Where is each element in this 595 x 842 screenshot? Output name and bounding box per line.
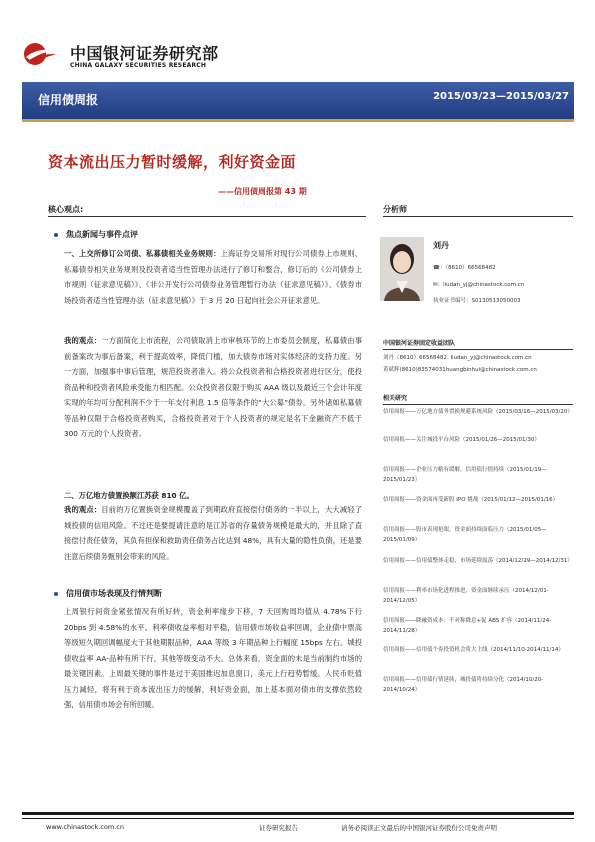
section-heading: 焦点新闻与事件点评 bbox=[66, 230, 138, 239]
paragraph bbox=[64, 246, 362, 308]
paragraph-lead: 二、万亿地方债置换额江苏获 810 亿。 bbox=[64, 491, 194, 500]
footer-center: 证券研究报告 bbox=[259, 824, 298, 832]
report-type: 信用债周报 bbox=[38, 93, 99, 107]
header-banner bbox=[22, 82, 574, 122]
related-item[interactable]: 信用周报——降融资成本：不对称降息+促 ABS 扩容（2014/11/24-2014/11/28） bbox=[383, 618, 552, 634]
related-item[interactable]: 信用周报——信用债个券投资机会将大主线（2014/11/10-2014/11/14） bbox=[383, 647, 564, 653]
paragraph-text: 一方面简化上市流程，公司债取消上市审核环节的上市委员会制度，私募债由事前备案改为事后备案，利于提高效率，降低门槛，加大债券市场对实体经济的支持力度。另一方面，加强事中事后管理，规范投资者准入。将公众投资者和合格投资者进行区分，使投资品种和投资者风险承受能力相匹配。公众投资者仅限于购买 AAA 级以及最近三个会计年度实现的年均可分配利润不少于一年支付利息 1.5 倍等条件的“大公募”债券。另外诸如私募债等品种仅限于合格投资者购买，合格投资者对于个人投资者的规定是名下金融资产不低于 300 万元的个人投资者。 bbox=[64, 336, 363, 438]
related-item[interactable]: 信用周报——信用债整体走稳，市场延续震荡（2014/12/29—2014/12/31） bbox=[383, 558, 573, 564]
divider bbox=[48, 216, 366, 217]
divider bbox=[383, 404, 573, 405]
paragraph-text: 上周银行间资金紧张情况有所好转，资金利率缘步下移，7 天回购周均值从 4.78%下行 20bps 到 4.58%的水平。利率债收益率相对平稳，信用债市场收益率回调，企业债中票高等级短久期回调幅度大于其他期限品种，AAA 等级 3 年期品种上行幅度 15bps 左右。城投债收益率 AA-品种有所下行，其他等级变动不大。总体来看，资金面的未是当前制约市场的最关键因素。上周最关键的事件是过于美国推迟加息窗口，美元上行趋势暂缓。人民币贬值压力减轻，将有利于资本流出压力的缓解，利好资金面，加上基本面对债市的支撑依然较强，信用债市场会有所回暖。 bbox=[64, 607, 362, 709]
footer-disclaimer: 请务必阅读正文最后的中国银河证券股份公司免责声明 bbox=[341, 824, 497, 832]
related-item[interactable]: 信用周报——万亿地方债务置换规避系统风险（2015/03/16—2015/03/20） bbox=[383, 409, 573, 415]
footer-rule bbox=[22, 818, 574, 819]
bullet-icon bbox=[54, 592, 58, 596]
related-title: 相关研究 bbox=[383, 395, 408, 402]
paragraph-lead: 我的观点： bbox=[64, 336, 102, 345]
team-member: 黄斌辉(8610)83574031huangbinhui@chinastock.com.cn bbox=[383, 367, 537, 373]
brand-name-cn: 中国银河证券研究部 bbox=[70, 44, 219, 63]
analyst-photo bbox=[380, 237, 424, 301]
paragraph-text: 目前的万亿置换资金规模覆盖了到期政府直接偿付债务的一半以上，大大减轻了城投债的信用风险。不过还是要提请注意的是江苏省的存量债务规模是最大的，并且除了直接偿付责任债务，其负有担保和救助责任债务占比达到 48%，具有大量的隐性负债，还是要注意后续债务甄别会带来的风险。 bbox=[64, 505, 363, 561]
divider bbox=[383, 349, 573, 350]
related-item[interactable]: 信用周报——企业压力略有缓解，信用债行情持续（2015/01/19—2015/01/23） bbox=[383, 467, 547, 483]
paragraph-lead: 一、上交所修订公司债、私募债相关业务规则： bbox=[64, 249, 221, 258]
paragraph-lead: 我的观点： bbox=[64, 505, 102, 514]
related-item[interactable]: 信用周报——信用债行情延续，城投债将持续分化（2014/10/20-2014/10/24） bbox=[383, 677, 544, 693]
brand-name-en: CHINA GALAXY SECURITIES RESEARCH bbox=[70, 62, 207, 69]
core-view-label: 核心观点: bbox=[48, 205, 84, 214]
divider bbox=[383, 216, 573, 217]
paragraph bbox=[64, 604, 362, 713]
paragraph bbox=[64, 333, 362, 442]
analyst-label: 分析师 bbox=[383, 205, 407, 214]
related-item[interactable]: 信用周报——关注城投平台风险（2015/01/26—2015/01/30） bbox=[383, 437, 540, 443]
analyst-email-row bbox=[433, 280, 524, 288]
bullet-icon bbox=[54, 233, 58, 237]
related-item[interactable]: 信用周报——利率市场化进程推进，资金面继续承压（2014/12/01-2014/12/05） bbox=[383, 588, 549, 604]
section-heading: 信用债市场表现及行情判断 bbox=[66, 589, 162, 598]
paragraph-text: 上海证券交易所对现行公司债券上市规则、私募债券相关业务规则及投资者适当性管理办法进行了修订和整合，修订后的《公司债券上市规则（征求意见稿）》、《非公开发行公司债券业务管理暂行办法（征求意见稿）》、《债券市场投资者适当性管理办法（征求意见稿）》于 3 月 20 日起向社会公开征求意见。 bbox=[64, 249, 362, 305]
related-item[interactable]: 信用周报——股市表现抢眼，资金面持续面临压力（2015/01/05—2015/01/09） bbox=[383, 527, 547, 543]
analyst-phone: ☎：（8610）66568482 bbox=[433, 265, 496, 271]
paragraph bbox=[64, 502, 362, 564]
analyst-license: 执业证书编号：S0130513050003 bbox=[433, 298, 521, 304]
report-subtitle: ——信用债周报第 43 期 bbox=[218, 187, 307, 196]
report-date-range: 2015/03/23—2015/03/27 bbox=[433, 91, 569, 102]
footer-rule bbox=[22, 812, 574, 815]
envelope-icon: ✉ bbox=[433, 282, 438, 288]
report-title: 资本流出压力暂时缓解，利好资金面 bbox=[48, 153, 297, 171]
company-logo bbox=[22, 41, 58, 67]
team-member: 刘丹（8610）66568482. liudan_yj@chinastock.com.cn bbox=[383, 355, 532, 361]
analyst-name: 刘丹 bbox=[433, 241, 449, 250]
analyst-email[interactable]: ：liudan_yj@chinastock.com.cn bbox=[437, 282, 525, 288]
footer-website[interactable]: www.chinastock.com.cn bbox=[46, 823, 124, 831]
team-title: 中国银河证券固定收益团队 bbox=[383, 340, 456, 347]
related-item[interactable]: 信用周报——资金面再受新股 IPO 挑战（2015/01/12—2015/01/16） bbox=[383, 497, 559, 503]
